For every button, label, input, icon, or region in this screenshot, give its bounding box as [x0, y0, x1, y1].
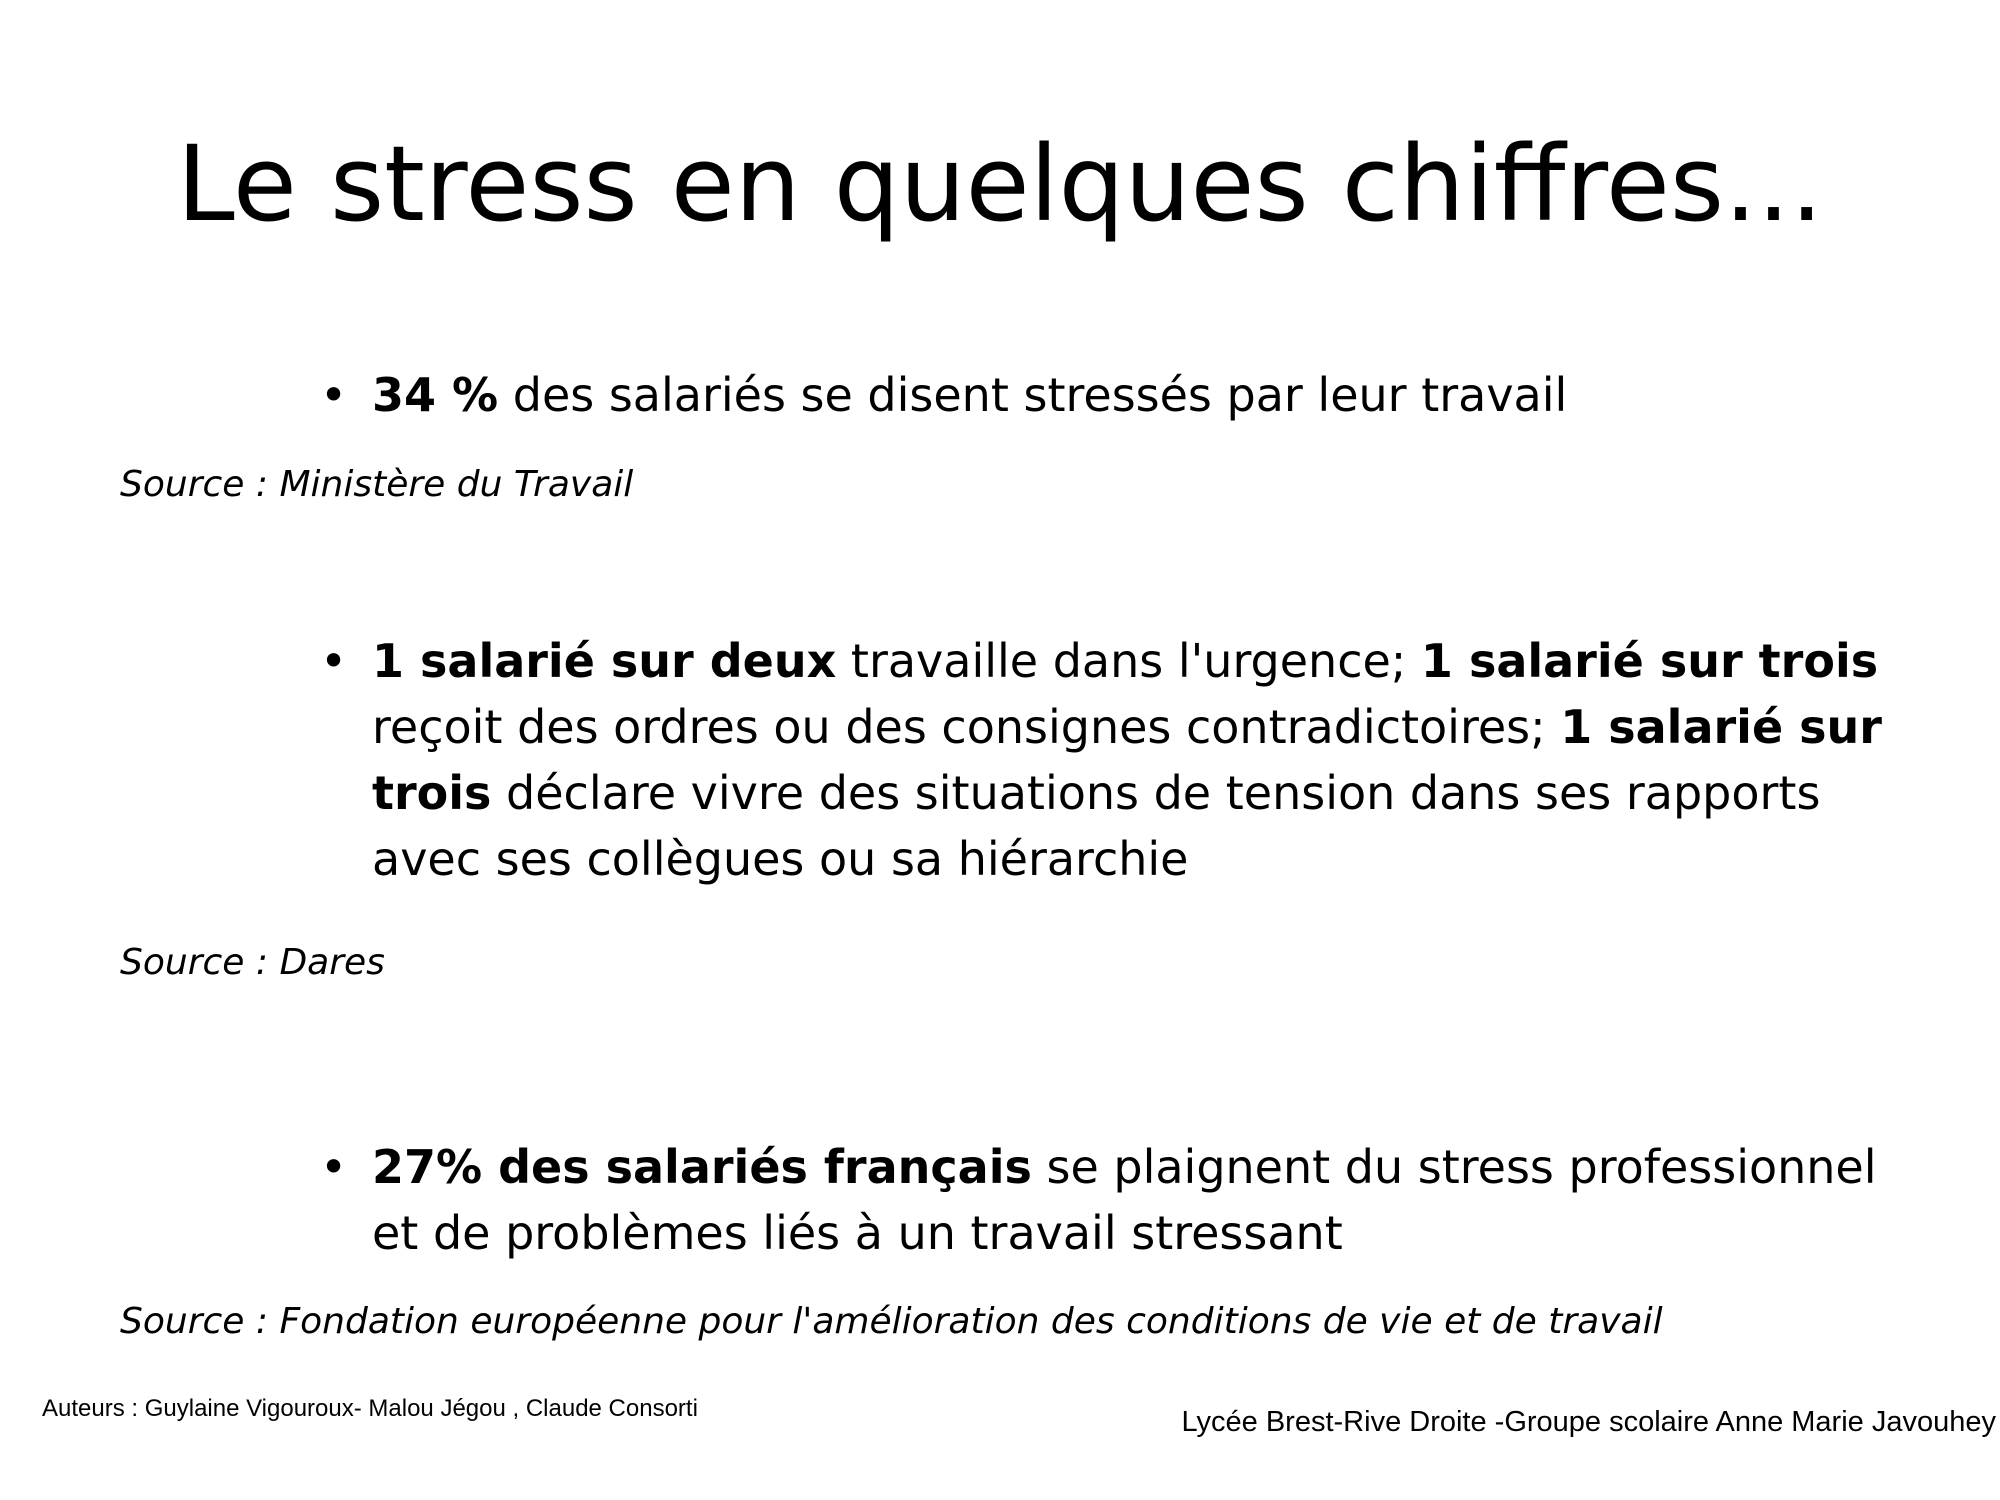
bullet-marker: •: [320, 1140, 348, 1194]
bullet-marker: •: [320, 634, 348, 688]
bullet-item: [320, 362, 1920, 428]
bullet-item: [320, 1134, 1920, 1266]
source-citation: Source : Fondation européenne pour l'amélioration des conditions de vie et de travail: [120, 1301, 1663, 1342]
bullet-highlight: 27% des salariés français: [372, 1140, 1032, 1194]
bullet-body: travaille dans l'urgence;: [836, 634, 1421, 688]
bullet-highlight: 1 salarié sur trois: [1420, 634, 1879, 688]
bullet-text: [372, 628, 1920, 892]
bullet-body: des salariés se disent stressés par leur travail: [498, 368, 1568, 422]
bullet-body: déclare vivre des situations de tension dans ses rapports avec ses collègues ou sa hiérarchie: [372, 766, 1821, 886]
bullet-text: [372, 362, 1920, 428]
footer-authors: Auteurs : Guylaine Vigouroux- Malou Jégou , Claude Consorti: [42, 1395, 698, 1422]
bullet-text: [372, 1134, 1920, 1266]
bullet-marker: •: [320, 368, 348, 422]
bullet-item: [320, 628, 1920, 892]
bullet-body: se plaignent du stress professionnel et de problèmes liés à un travail stressant: [372, 1140, 1877, 1260]
source-citation: Source : Ministère du Travail: [120, 464, 634, 505]
bullet-highlight: 34 %: [372, 368, 499, 422]
slide-title: Le stress en quelques chiffres...: [176, 123, 1824, 245]
source-citation: Source : Dares: [120, 942, 385, 983]
bullet-body: reçoit des ordres ou des consignes contradictoires;: [372, 700, 1561, 754]
bullet-highlight: 1 salarié sur deux: [372, 634, 837, 688]
footer-school: Lycée Brest-Rive Droite -Groupe scolaire Anne Marie Javouhey: [1181, 1406, 1996, 1438]
bullet-highlight: 1 salarié sur trois: [372, 700, 1882, 820]
